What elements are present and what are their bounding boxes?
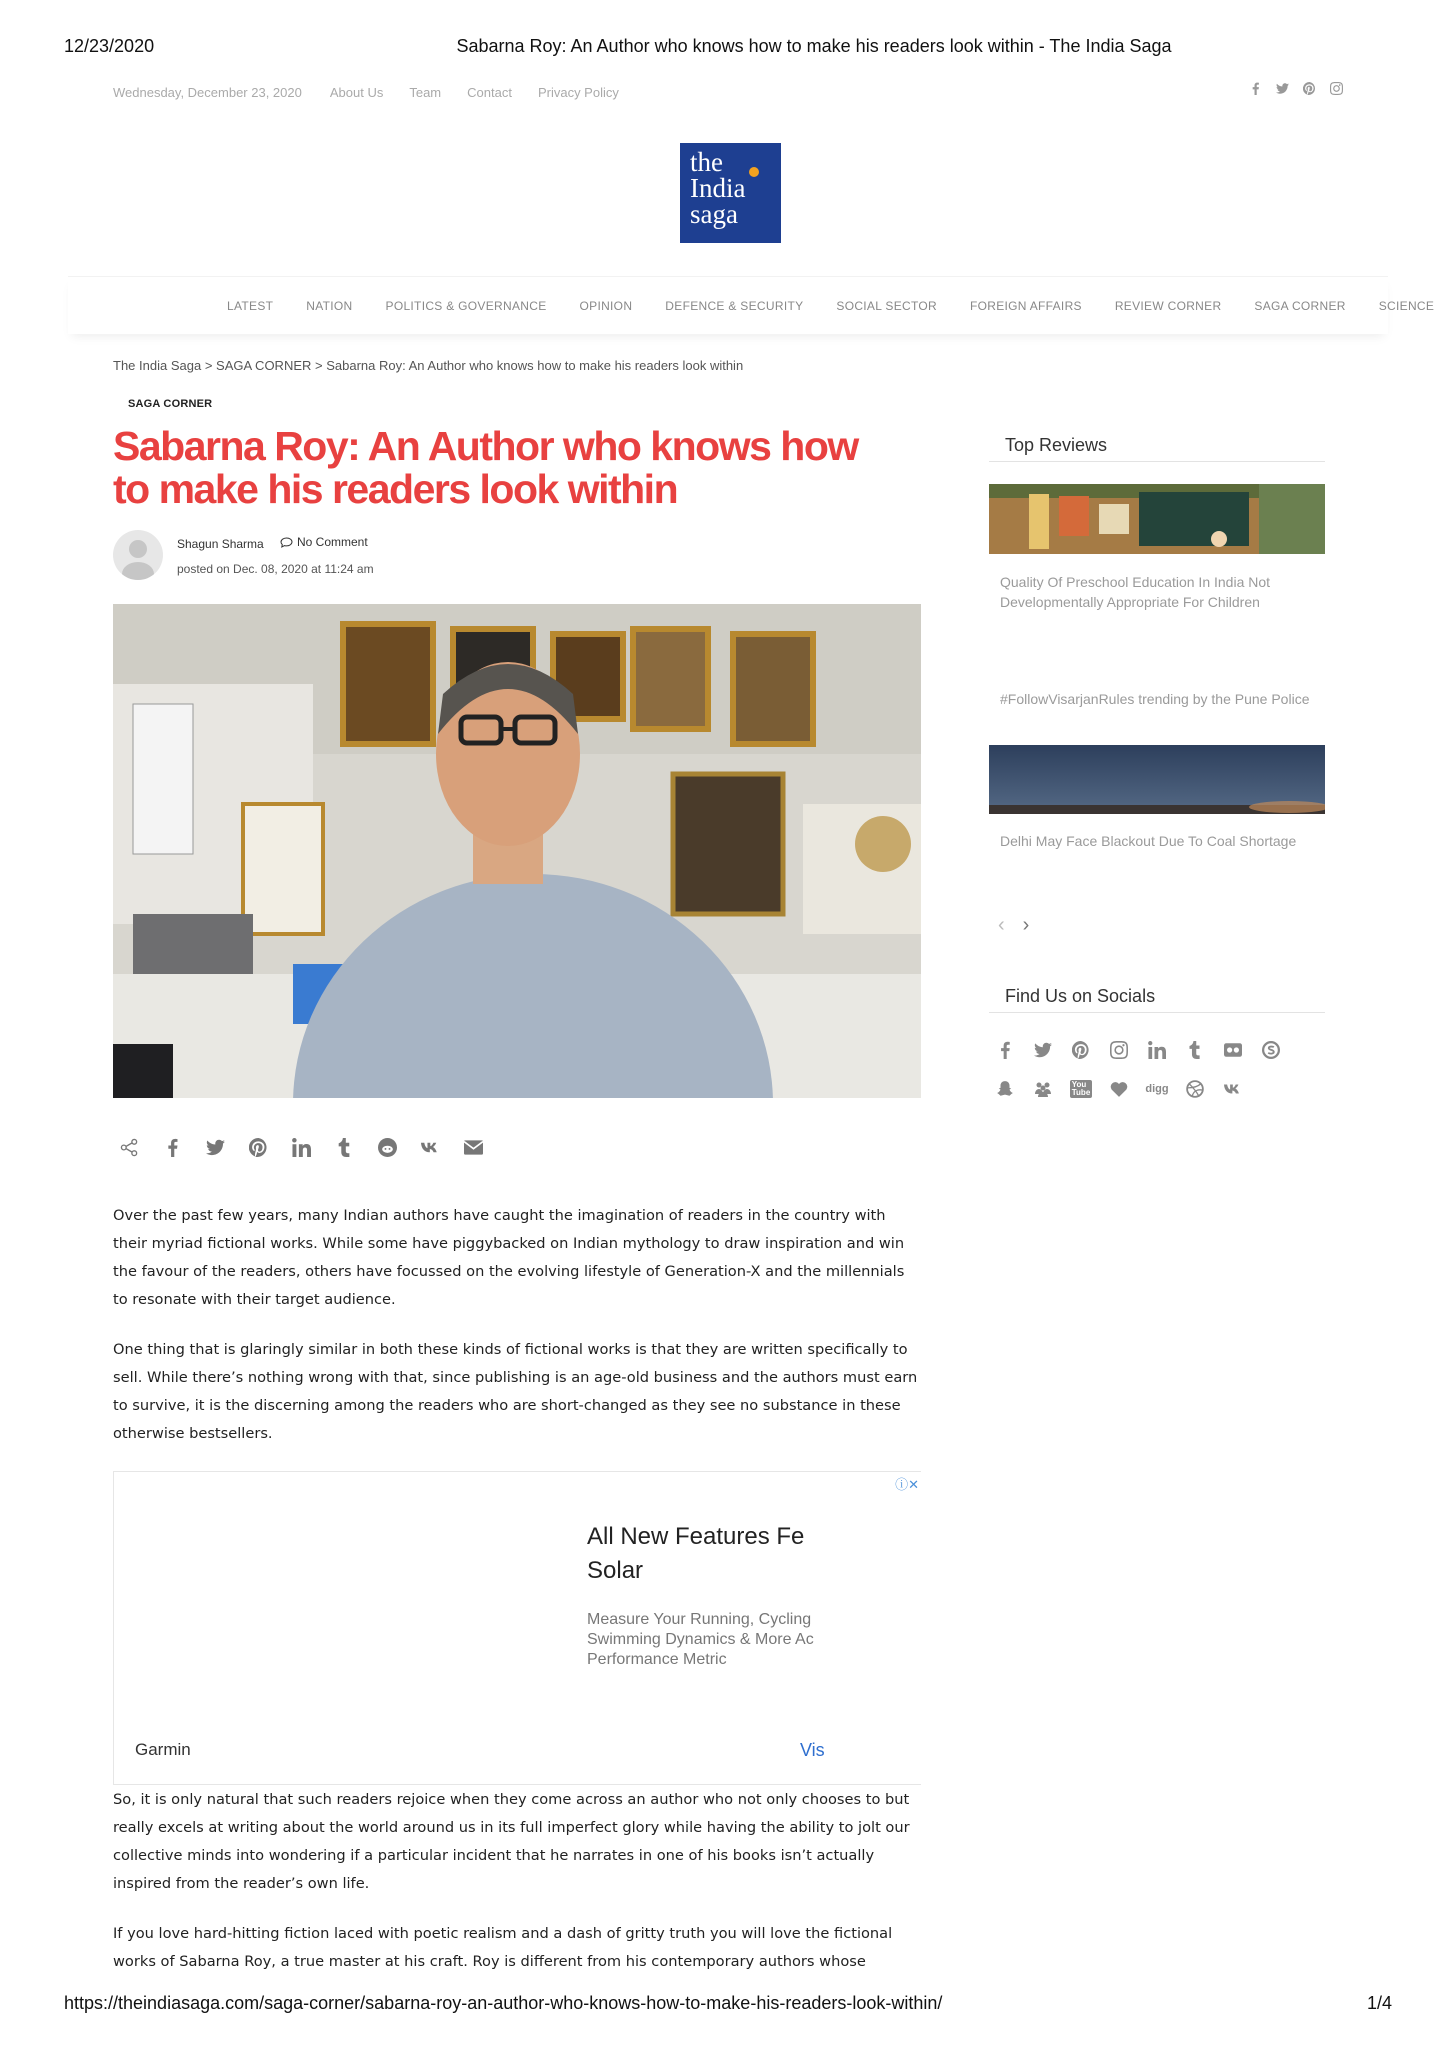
share-bar (120, 1138, 483, 1157)
nav-item-foreign-affairs[interactable]: FOREIGN AFFAIRS (969, 299, 1082, 313)
logo-dot (749, 167, 759, 177)
nav-item-defence-security[interactable]: DEFENCE & SECURITY (665, 299, 804, 313)
dribbble-icon[interactable] (1185, 1079, 1205, 1099)
find-us-title: Find Us on Socials (1005, 986, 1156, 1006)
print-date: 12/23/2020 (64, 36, 155, 56)
review-title[interactable]: #FollowVisarjanRules trending by the Pune Police (1000, 691, 1310, 707)
social-links (995, 1040, 1315, 1099)
category-label[interactable]: SAGA CORNER (128, 398, 213, 410)
youtube-icon-label: You Tube (1071, 1080, 1091, 1097)
pinterest-icon[interactable] (249, 1138, 268, 1157)
top-bar (113, 82, 1343, 102)
group-icon[interactable] (1033, 1079, 1053, 1099)
post-date: posted on Dec. 08, 2020 at 11:24 am (177, 562, 374, 576)
pinterest-icon[interactable] (1071, 1040, 1091, 1060)
site-logo[interactable] (680, 143, 781, 243)
breadcrumb-current: Sabarna Roy: An Author who knows how to make his readers look within (326, 358, 744, 373)
slider-controls (998, 914, 1029, 937)
ad-body-line: Performance Metric (587, 1651, 727, 1668)
ad-body-line: Swimming Dynamics & More Ac (587, 1631, 814, 1648)
article-paragraph: So, it is only natural that such readers rejoice when they come across an author who not only chooses to but really excels at writing about the world around us in its full imperfect glory while having the ability to jolt our collective minds into wondering if a particular incident that he narrates in one of his books isn’t actually inspired from the reader’s own life. (113, 1791, 910, 1892)
tumblr-icon[interactable] (335, 1138, 354, 1157)
skype-icon[interactable] (1261, 1040, 1281, 1060)
breadcrumb (113, 358, 743, 373)
print-title: Sabarna Roy: An Author who knows how to make his readers look within - The India Saga (456, 36, 1172, 56)
review-thumbnail[interactable] (989, 745, 1325, 814)
review-thumbnail[interactable] (989, 484, 1325, 554)
comment-icon (280, 537, 293, 548)
article-paragraph: If you love hard-hitting fiction laced with poetic realism and a dash of gritty truth you will love the fictional works of Sabarna Roy, a true master at his craft. Roy is different from his contemporary authors whose (113, 1925, 893, 1970)
contact-link[interactable]: Contact (467, 84, 512, 100)
article-title (113, 425, 933, 511)
instagram-icon[interactable] (1109, 1040, 1129, 1060)
author-name[interactable]: Shagun Sharma (177, 537, 264, 551)
advertisement[interactable] (113, 1471, 921, 1785)
linkedin-icon[interactable] (292, 1138, 311, 1157)
ad-visit-button[interactable]: Vis (800, 1740, 825, 1760)
logo-text-saga: saga (690, 199, 738, 229)
article-paragraph: One thing that is glaringly similar in both these kinds of fictional works is that they are written specifically to sell. While there’s nothing wrong with that, since publishing is an age-old business and the authors must earn to survive, it is the discerning among the readers who are short-changed as they see no substance in these otherwise bestsellers. (113, 1341, 918, 1442)
youtube-icon[interactable] (1071, 1079, 1091, 1099)
nav-item-latest[interactable]: LATEST (227, 299, 274, 313)
ad-choices-icon[interactable]: ⓘ✕ (895, 1477, 919, 1492)
comment-link[interactable] (280, 535, 368, 549)
nav-item-science[interactable]: SCIENCE (1378, 299, 1435, 313)
divider (989, 1012, 1325, 1013)
nav-item-saga-corner[interactable]: SAGA CORNER (1254, 299, 1346, 313)
vk-icon[interactable] (1223, 1079, 1243, 1099)
heart-icon[interactable] (1109, 1079, 1129, 1099)
nav-item-review-corner[interactable]: REVIEW CORNER (1114, 299, 1222, 313)
ad-headline-line: Solar (587, 1557, 644, 1584)
digg-icon-label: digg (1145, 1083, 1169, 1095)
facebook-icon[interactable] (1249, 82, 1262, 98)
print-page-number: 1/4 (1366, 1993, 1392, 2013)
ad-body (587, 1610, 827, 1670)
main-navigation (68, 276, 1435, 334)
nav-item-social-sector[interactable]: SOCIAL SECTOR (836, 299, 937, 313)
logo-text-the: the (690, 147, 723, 177)
twitter-icon[interactable] (1276, 82, 1289, 98)
reddit-icon[interactable] (378, 1138, 397, 1157)
chevron-left-icon[interactable]: ‹ (998, 914, 1005, 936)
nav-item-opinion[interactable]: OPINION (579, 299, 633, 313)
email-icon[interactable] (464, 1138, 483, 1157)
breadcrumb-home[interactable]: The India Saga (113, 358, 202, 373)
tumblr-icon[interactable] (1185, 1040, 1205, 1060)
breadcrumb-section[interactable]: SAGA CORNER (216, 358, 312, 373)
digg-icon[interactable] (1147, 1079, 1167, 1099)
facebook-icon[interactable] (995, 1040, 1015, 1060)
article-title-line: to make his readers look within (113, 466, 678, 512)
logo-text-india: India (690, 173, 746, 203)
vk-icon[interactable] (421, 1138, 440, 1157)
article-featured-image (113, 604, 921, 1098)
article-paragraph: Over the past few years, many Indian authors have caught the imagination of readers in the country with their myriad fictional works. While some have piggybacked on Indian mythology to draw inspiration and win the favour of the readers, others have focussed on the evolving lifestyle of Generation-X and the millennials to resonate with their target audience. (113, 1207, 905, 1308)
share-icon[interactable] (120, 1138, 139, 1157)
snapchat-icon[interactable] (995, 1079, 1015, 1099)
review-title[interactable]: Delhi May Face Blackout Due To Coal Shortage (1000, 833, 1297, 849)
article-title-line: Sabarna Roy: An Author who knows how (113, 423, 858, 469)
divider (989, 461, 1325, 462)
linkedin-icon[interactable] (1147, 1040, 1167, 1060)
breadcrumb-separator: > (204, 358, 213, 373)
top-reviews-title: Top Reviews (1005, 435, 1108, 455)
review-title[interactable]: Quality Of Preschool Education In India Not Developmentally Appropriate For Children (1000, 574, 1271, 610)
privacy-policy-link[interactable]: Privacy Policy (537, 84, 619, 100)
ad-brand: Garmin (135, 1740, 191, 1759)
twitter-icon[interactable] (1033, 1040, 1053, 1060)
instagram-icon[interactable] (1330, 82, 1343, 98)
ad-headline-line: All New Features Fe (587, 1523, 805, 1550)
flickr-icon[interactable] (1223, 1040, 1243, 1060)
top-social-links (1249, 82, 1343, 98)
twitter-icon[interactable] (206, 1138, 225, 1157)
print-url: https://theindiasaga.com/saga-corner/sabarna-roy-an-author-who-knows-how-to-make-his-readers-look-within/ (64, 1993, 943, 2013)
about-us-link[interactable]: About Us (329, 84, 384, 100)
chevron-right-icon[interactable]: › (1022, 914, 1030, 936)
pinterest-icon[interactable] (1303, 82, 1316, 98)
breadcrumb-separator: > (315, 358, 323, 373)
ad-headline (587, 1520, 827, 1588)
nav-item-politics-governance[interactable]: POLITICS & GOVERNANCE (385, 299, 547, 313)
team-link[interactable]: Team (409, 84, 442, 100)
comment-count: No Comment (297, 535, 368, 549)
nav-item-nation[interactable]: NATION (306, 299, 353, 313)
author-avatar[interactable] (113, 530, 163, 580)
ad-body-line: Measure Your Running, Cycling (587, 1611, 812, 1628)
facebook-icon[interactable] (163, 1138, 182, 1157)
current-date: Wednesday, December 23, 2020 (113, 84, 302, 100)
